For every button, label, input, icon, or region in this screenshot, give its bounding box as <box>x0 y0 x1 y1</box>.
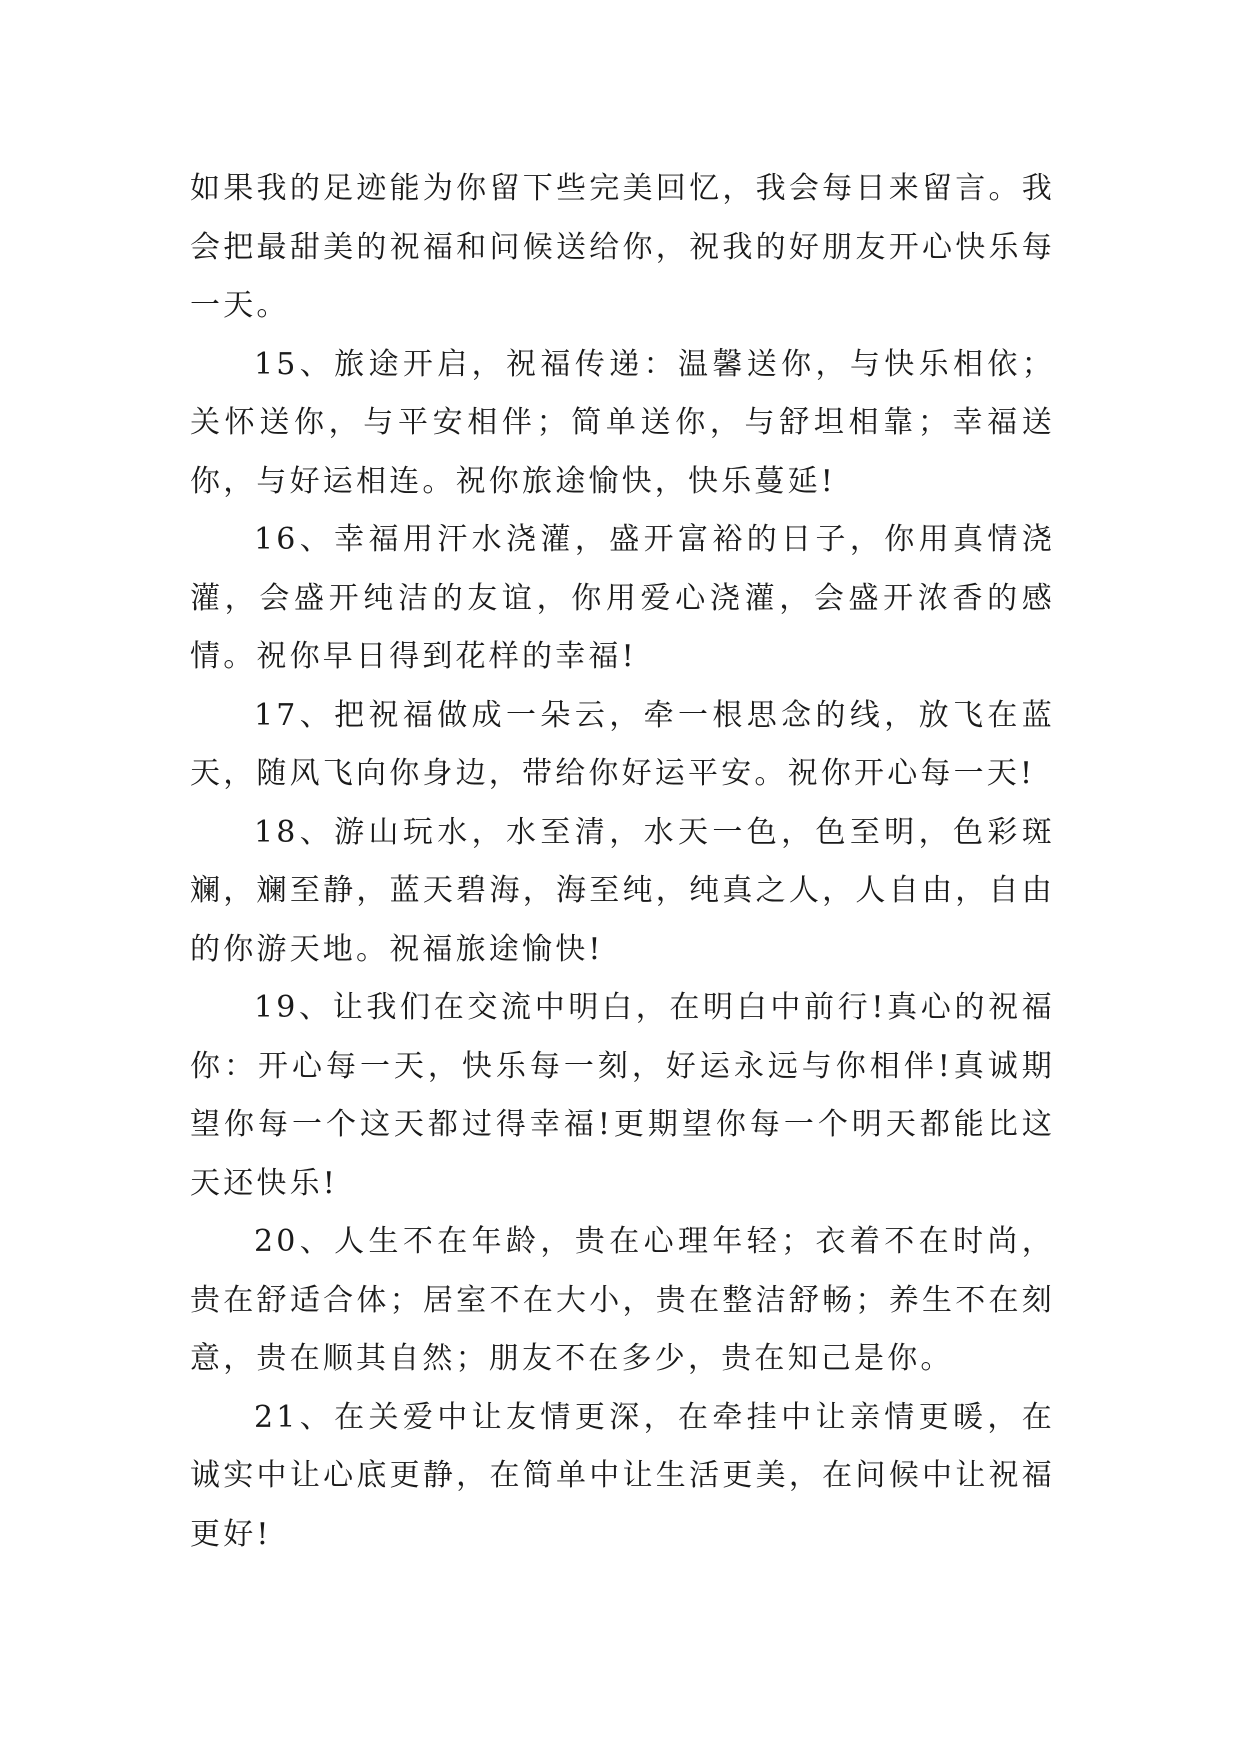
paragraph-17: 17、把祝福做成一朵云，牵一根思念的线，放飞在蓝天，随风飞向你身边，带给你好运平安。祝你开心每一天! <box>190 697 1055 791</box>
paragraph-15: 15、旅途开启，祝福传递：温馨送你，与快乐相依；关怀送你，与平安相伴；简单送你，与舒坦相靠；幸福送你，与好运相连。祝你旅途愉快，快乐蔓延! <box>190 346 1055 499</box>
paragraph-18: 18、游山玩水，水至清，水天一色，色至明，色彩斑斓，斓至静，蓝天碧海，海至纯，纯真之人，人自由，自由的你游天地。祝福旅途愉快! <box>190 814 1055 967</box>
paragraph-continuation: 如果我的足迹能为你留下些完美回忆，我会每日来留言。我会把最甜美的祝福和问候送给你，祝我的好朋友开心快乐每一天。 <box>190 171 1055 323</box>
document-body <box>190 160 1055 1564</box>
paragraph-21: 21、在关爱中让友情更深，在牵挂中让亲情更暖，在诚实中让心底更静，在简单中让生活更美，在问候中让祝福更好! <box>190 1399 1055 1552</box>
paragraph-16: 16、幸福用汗水浇灌，盛开富裕的日子，你用真情浇灌，会盛开纯洁的友谊，你用爱心浇灌，会盛开浓香的感情。祝你早日得到花样的幸福! <box>190 522 1055 674</box>
paragraph-19: 19、让我们在交流中明白，在明白中前行!真心的祝福你：开心每一天，快乐每一刻，好运永远与你相伴!真诚期望你每一个这天都过得幸福!更期望你每一个明天都能比这天还快乐! <box>190 990 1055 1201</box>
paragraph-20: 20、人生不在年龄，贵在心理年轻；衣着不在时尚，贵在舒适合体；居室不在大小，贵在整洁舒畅；养生不在刻意，贵在顺其自然；朋友不在多少，贵在知己是你。 <box>190 1224 1055 1376</box>
